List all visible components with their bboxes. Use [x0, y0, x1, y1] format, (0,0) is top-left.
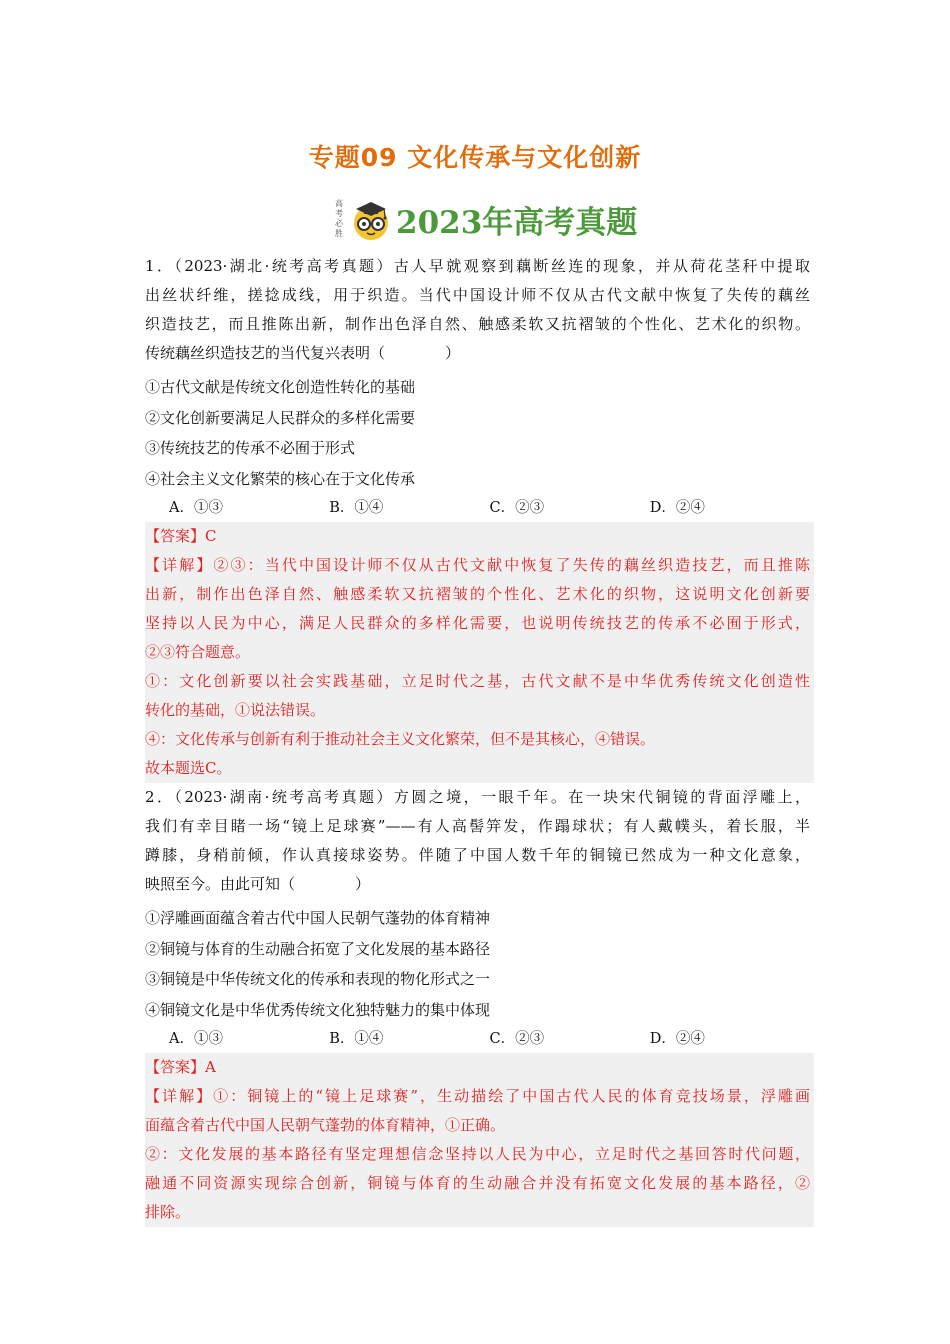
question-2 — [145, 783, 810, 1227]
detail-line: ①：文化创新要以社会实践基础，立足时代之基，古代文献不是中华优秀传统文化创造性 — [145, 672, 810, 690]
banner-side-char: 高 — [335, 199, 343, 208]
question-stem-line: 织造技艺，而且推陈出新，制作出色泽自然、触感柔软又抗褶皱的个性化、艺术化的织物。 — [145, 315, 810, 333]
choice-b: B．①④ — [329, 500, 384, 516]
question-stem-line: 出丝状纤维，搓捻成线，用于织造。当代中国设计师不仅从古代文献中恢复了失传的藕丝 — [145, 286, 810, 304]
detail-line — [145, 1082, 810, 1111]
question-stem-line: 传统藕丝织造技艺的当代复兴表明（ ） — [145, 344, 461, 362]
answer-tag: 【答案】 — [145, 527, 206, 545]
answer-choices — [145, 494, 810, 522]
detail-line: ④：文化传承与创新有利于推动社会主义文化繁荣，但不是其核心，④错误。 — [145, 730, 656, 748]
question-list — [145, 252, 810, 1227]
banner-side-char: 必 — [335, 219, 343, 228]
detail-line: 排除。 — [145, 1203, 191, 1221]
detail-line: ②：文化发展的基本路径有坚定理想信念坚持以人民为中心，立足时代之基回答时代问题， — [145, 1145, 810, 1163]
detail-line: 面蕴含着古代中国人民朝气蓬勃的体育精神，①正确。 — [145, 1116, 506, 1134]
detail-line: 转化的基础，①说法错误。 — [145, 701, 326, 719]
detail-text: ②③：当代中国设计师不仅从古代文献中恢复了失传的藕丝织造技艺，而且推陈 — [213, 556, 810, 574]
answer-section — [145, 1053, 814, 1227]
statement-option: ②铜镜与体育的生动融合拓宽了文化发展的基本路径 — [145, 939, 491, 958]
detail-line — [145, 551, 810, 580]
question-stem-line: 1．（2023·湖北·统考高考真题）古人早就观察到藕断丝连的现象，并从荷花茎秆中提取 — [145, 257, 810, 275]
answer-value: A — [205, 1058, 216, 1076]
banner-side-text — [332, 199, 346, 239]
answer-choices — [145, 1025, 810, 1053]
answer-section — [145, 522, 814, 783]
statement-option: ③传统技艺的传承不必囿于形式 — [145, 439, 356, 457]
detail-tag: 【详解】 — [145, 1087, 214, 1105]
choice-a: A．①③ — [169, 1031, 223, 1047]
statement-option: ①古代文献是传统文化创造性转化的基础 — [145, 378, 416, 396]
answer-value: C — [205, 527, 217, 545]
question-stem-line: 我们有幸目睹一场“镜上足球赛”——有人高髻笄发，作蹋球状；有人戴幞头，着长服，半 — [145, 817, 810, 835]
choice-c: C．②③ — [489, 1031, 545, 1047]
question-1 — [145, 252, 810, 783]
statement-option: ③铜镜是中华传统文化的传承和表现的物化形式之一 — [145, 970, 491, 988]
answer-line — [145, 1053, 810, 1082]
section-banner — [332, 196, 637, 242]
statement-option: ①浮雕画面蕴含着古代中国人民朝气蓬勃的体育精神 — [145, 909, 491, 927]
question-stem-line: 蹲膝，身稍前倾，作认真接球姿势。伴随了中国人数千年的铜镜已然成为一种文化意象， — [145, 846, 810, 864]
detail-line: 融通不同资源实现综合创新，铜镜与体育的生动融合并没有拓宽文化发展的基本路径，② — [145, 1174, 810, 1192]
answer-line — [145, 522, 810, 551]
question-stem-line: 2．（2023·湖南·统考高考真题）方圆之境，一眼千年。在一块宋代铜镜的背面浮雕上， — [145, 788, 810, 806]
choice-a: A．①③ — [169, 500, 223, 516]
choice-d: D．②④ — [649, 500, 705, 516]
choice-d: D．②④ — [649, 1031, 705, 1047]
detail-line: ②③符合题意。 — [145, 643, 251, 661]
banner-side-char: 考 — [335, 209, 343, 218]
detail-text: ①：铜镜上的“镜上足球赛”，生动描绘了中国古代人民的体育竞技场景，浮雕画 — [213, 1087, 810, 1105]
choice-b: B．①④ — [329, 1031, 384, 1047]
detail-line: 故本题选C。 — [145, 759, 232, 777]
statement-option: ②文化创新要满足人民群众的多样化需要 — [145, 408, 416, 427]
detail-line: 出新，制作出色泽自然、触感柔软又抗褶皱的个性化、艺术化的织物，这说明文化创新要 — [145, 585, 810, 603]
statement-option: ④铜镜文化是中华优秀传统文化独特魅力的集中体现 — [145, 1000, 491, 1019]
choice-c: C．②③ — [489, 500, 545, 516]
owl-graduate-icon — [348, 196, 394, 242]
banner-title: 2023年高考真题 — [396, 204, 638, 241]
question-stem-line: 映照至今。由此可知（ ） — [145, 875, 371, 893]
detail-line: 坚持以人民为中心，满足人民群众的多样化需要，也说明传统技艺的传承不必囿于形式， — [145, 614, 810, 632]
detail-tag: 【详解】 — [145, 556, 214, 574]
answer-tag: 【答案】 — [145, 1058, 206, 1076]
page-title: 专题09 文化传承与文化创新 — [308, 143, 642, 172]
statement-option: ④社会主义文化繁荣的核心在于文化传承 — [145, 469, 416, 488]
banner-side-char: 胜 — [335, 229, 343, 238]
